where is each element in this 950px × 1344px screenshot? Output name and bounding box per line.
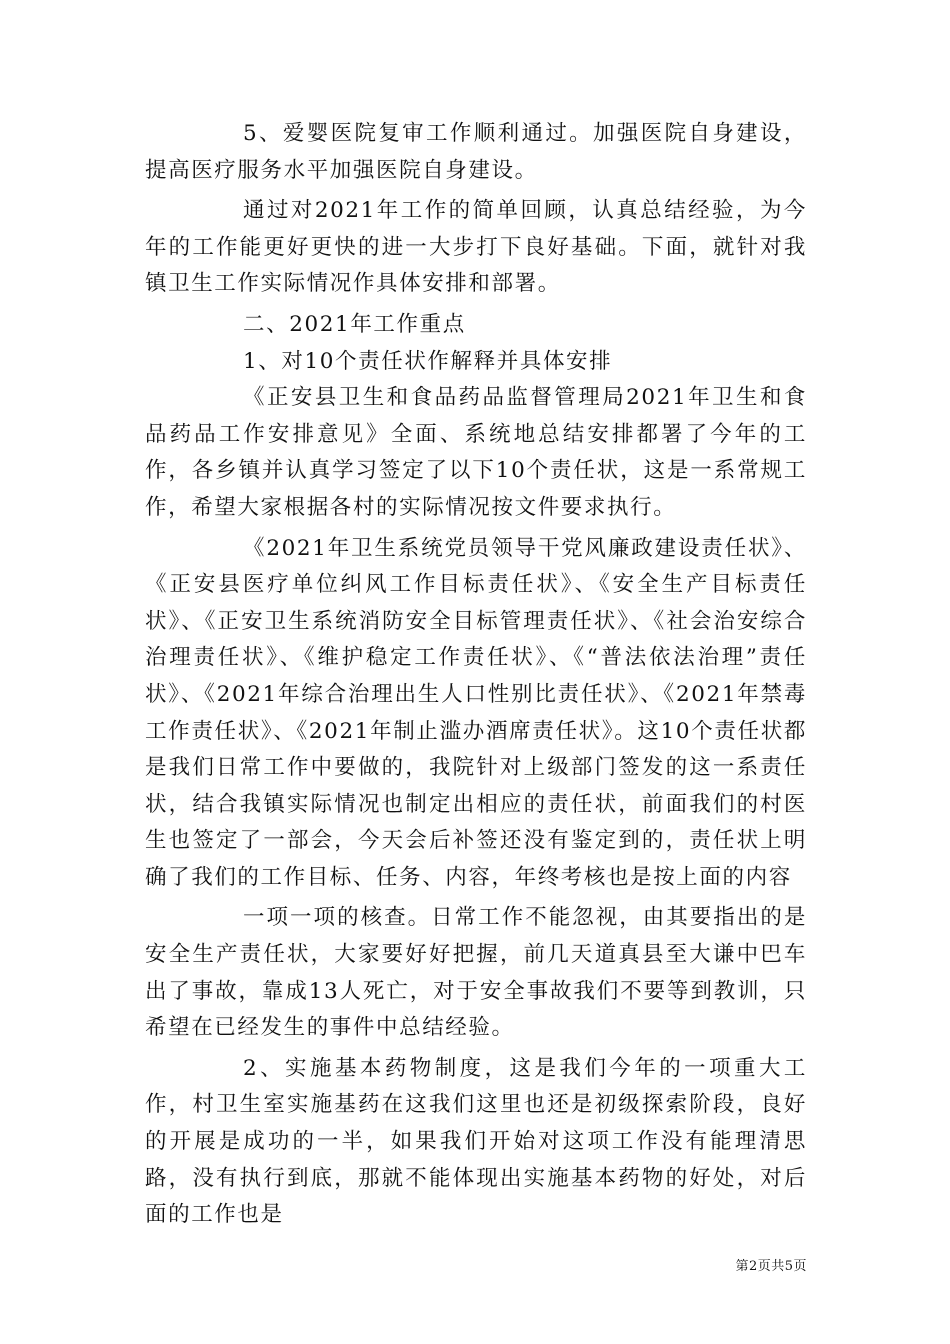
paragraph-item-5: 5、爱婴医院复审工作顺利通过。加强医院自身建设，提高医疗服务水平加强医院自身建设。 [145,121,807,183]
paragraph-responsibility-list: 《2021年卫生系统党员领导干党风廉政建设责任状》、《正安县医疗单位纠风工作目标责任状》、《安全生产目标责任状》、《正安卫生系统消防安全目标管理责任状》、《社会治安综合治理责任状》、《维护稳定工作责任状》、《“普法依法治理”责任状》、《2021年综合治理出生人口性别比责任状》、《2021年禁毒工作责任状》、《2021年制止滥办酒席责任状》。这10个责任状都是我们日常工作中要做的，我院针对上级部门签发的这一系责任状，结合我镇实际情况也制定出相应的责任状，前面我们的村医生也签定了一部会，今天会后补签还没有鉴定到的，责任状上明确了我们的工作目标、任务、内容，年终考核也是按上面的内容 [145,535,807,890]
paragraph-work-arrangement: 《正安县卫生和食品药品监督管理局2021年卫生和食品药品工作安排意见》全面、系统地总结安排都署了今年的工作，各乡镇并认真学习签定了以下10个责任状，这是一系常规工作，希望大家根据各村的实际情况按文件要求执行。 [145,385,807,520]
paragraph-safety-check: 一项一项的核查。日常工作不能忽视，由其要指出的是安全生产责任状，大家要好好把握，前几天道真县至大谦中巴车出了事故，靠成13人死亡，对于安全事故我们不要等到教训，只希望在已经发生的事件中总结经验。 [145,905,807,1041]
page-number-footer: 第2页共5页 [735,1259,807,1274]
document-body [145,116,807,1234]
paragraph-review-summary: 通过对2021年工作的简单回顾，认真总结经验，为今年的工作能更好更快的进一大步打下良好基础。下面，就针对我镇卫生工作实际情况作具体安排和部署。 [145,198,807,297]
subsection-heading-responsibility: 1、对10个责任状作解释并具体安排 [243,348,613,374]
paragraph-essential-medicine: 2、实施基本药物制度，这是我们今年的一项重大工作，村卫生室实施基药在这我们这里也还是初级探索阶段，良好的开展是成功的一半，如果我们开始对这项工作没有能理清思路，没有执行到底，那就不能体现出实施基本药物的好处，对后面的工作也是 [145,1055,807,1228]
section-heading-work-focus: 二、2021年工作重点 [243,311,466,337]
